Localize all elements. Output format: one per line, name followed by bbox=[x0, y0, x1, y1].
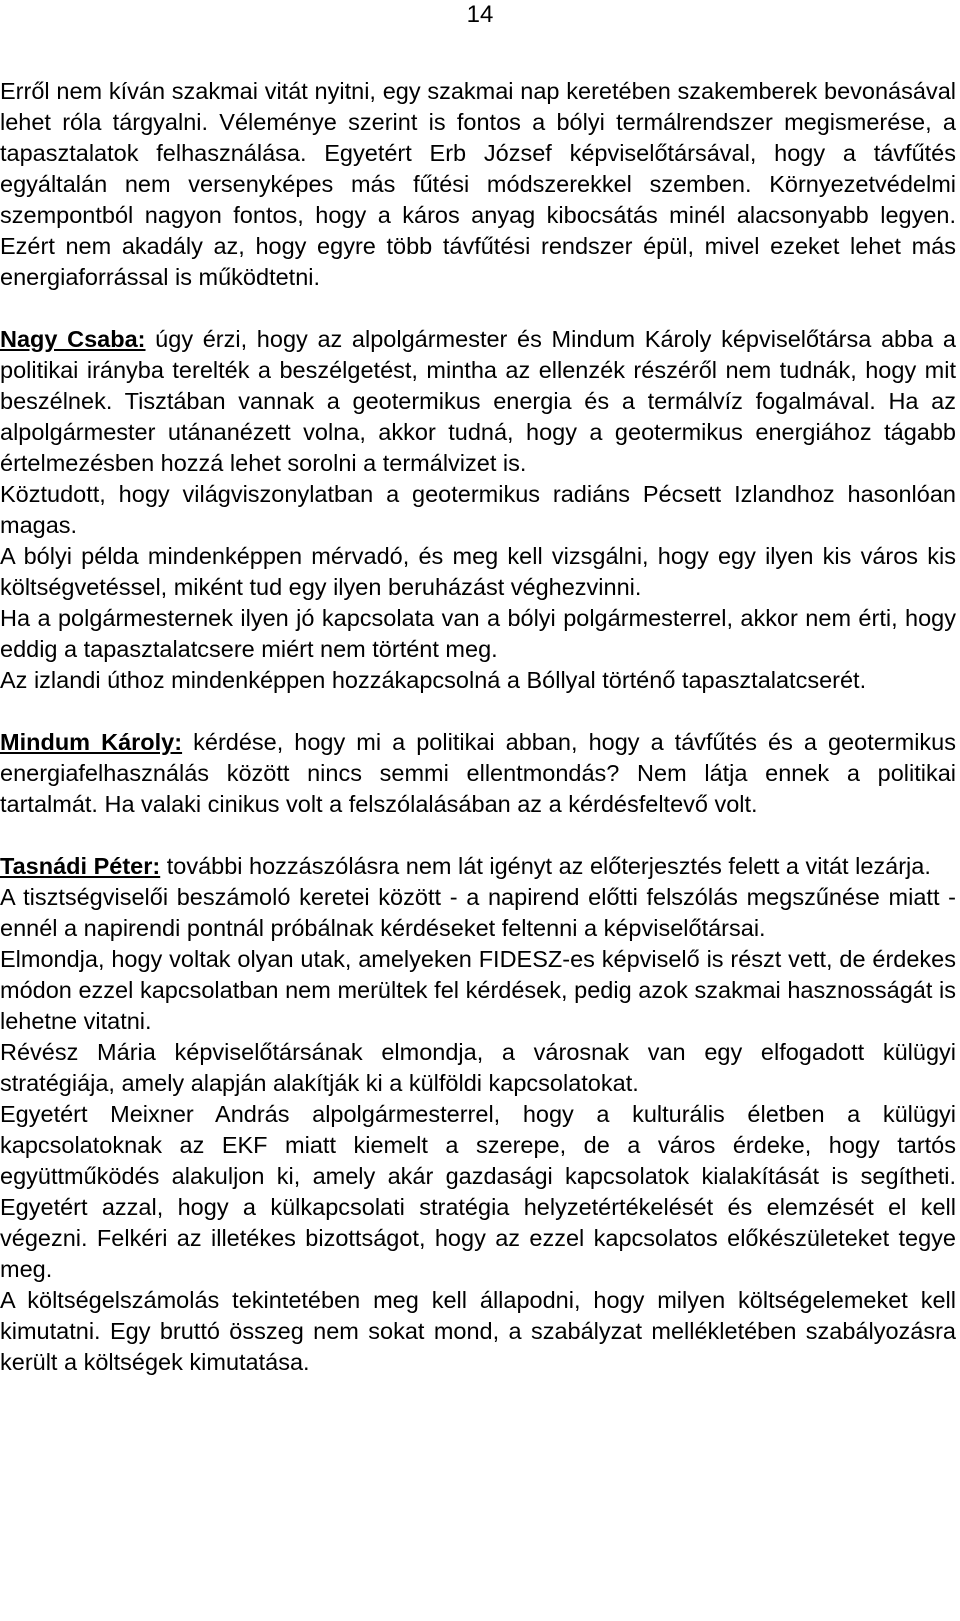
paragraph bbox=[0, 944, 956, 1037]
paragraph bbox=[0, 1285, 956, 1378]
speaker-paragraph bbox=[0, 324, 956, 479]
paragraph bbox=[0, 541, 956, 603]
document-body bbox=[0, 76, 956, 1378]
paragraph bbox=[0, 665, 956, 696]
paragraph-text: Az izlandi úthoz mindenképpen hozzákapcsolná a Bóllyal történő tapasztalatcserét. bbox=[0, 667, 867, 693]
paragraph bbox=[0, 603, 956, 665]
paragraph-gap bbox=[0, 820, 956, 851]
paragraph-text: kérdése, hogy mi a politikai abban, hogy a távfűtés és a geotermikus energiafelhasználás között nincs semmi ellentmondás? Nem látja ennek a politikai tartalmát. Ha valaki cinikus volt a felszólalásában az a kérdésfeltevő volt. bbox=[0, 729, 956, 817]
paragraph bbox=[0, 76, 956, 293]
paragraph bbox=[0, 882, 956, 944]
paragraph-text: A költségelszámolás tekintetében meg kell állapodni, hogy milyen költségelemeket kell kimutatni. Egy bruttó összeg nem sokat mond, a szabályzat mellékletében szabályozásra került a költségek kimutatása. bbox=[0, 1287, 956, 1375]
paragraph-text: Ha a polgármesternek ilyen jó kapcsolata van a bólyi polgármesterrel, akkor nem érti, hogy eddig a tapasztalatcsere miért nem történt meg. bbox=[0, 605, 956, 662]
speaker-paragraph bbox=[0, 851, 956, 882]
paragraph-text: A tisztségviselői beszámoló keretei között - a napirend előtti felszólás megszűnése miatt - ennél a napirendi pontnál próbálnak kérdéseket feltenni a képviselőtársai. bbox=[0, 884, 956, 941]
paragraph bbox=[0, 479, 956, 541]
paragraph-text: Erről nem kíván szakmai vitát nyitni, egy szakmai nap keretében szakemberek bevonásával lehet róla tárgyalni. Véleménye szerint is fontos a bólyi termálrendszer megismerése, a tapasztalatok felhasználása. Egyetért Erb József képviselőtársával, hogy a távfűtés egyáltalán nem versenyképes más fűtési módszerekkel szemben. Környezetvédelmi szempontból nagyon fontos, hogy a káros anyag kibocsátás minél alacsonyabb legyen. Ezért nem akadály az, hogy egyre több távfűtési rendszer épül, mivel ezeket lehet más energiaforrással is működtetni. bbox=[0, 78, 956, 290]
paragraph-gap bbox=[0, 696, 956, 727]
speaker-paragraph bbox=[0, 727, 956, 820]
paragraph-text: úgy érzi, hogy az alpolgármester és Mindum Károly képviselőtársa abba a politikai irányba terelték a beszélgetést, mintha az ellenzék részéről nem tudnák, hogy mit beszélnek. Tisztában vannak a geotermikus energia és a termálvíz fogalmával. Ha az alpolgármester utánanézett volna, akkor tudná, hogy a geotermikus energiához tágabb értelmezésben hozzá lehet sorolni a termálvizet is. bbox=[0, 326, 956, 476]
speaker-name: Mindum Károly: bbox=[0, 729, 183, 755]
paragraph-text: Egyetért Meixner András alpolgármesterrel, hogy a kulturális életben a külügyi kapcsolatoknak az EKF miatt kiemelt a szerepe, de a város érdeke, hogy tartós együttműködés alakuljon ki, amely akár gazdasági kapcsolatok kialakítását is segítheti. Egyetért azzal, hogy a külkapcsolati stratégia helyzetértékelését és elemzését el kell végezni. Felkéri az illetékes bizottságot, hogy az ezzel kapcsolatos előkészületeket tegye meg. bbox=[0, 1101, 956, 1282]
paragraph-gap bbox=[0, 293, 956, 324]
paragraph-text: Köztudott, hogy világviszonylatban a geotermikus radiáns Pécsett Izlandhoz hasonlóan magas. bbox=[0, 481, 956, 538]
speaker-name: Nagy Csaba: bbox=[0, 326, 146, 352]
page-number: 14 bbox=[466, 1, 494, 28]
paragraph bbox=[0, 1099, 956, 1285]
paragraph-text: A bólyi példa mindenképpen mérvadó, és meg kell vizsgálni, hogy egy ilyen kis város kis költségvetéssel, miként tud egy ilyen beruházást véghezvinni. bbox=[0, 543, 956, 600]
paragraph bbox=[0, 1037, 956, 1099]
paragraph-text: Elmondja, hogy voltak olyan utak, amelyeken FIDESZ-es képviselő is részt vett, de érdekes módon ezzel kapcsolatban nem merültek fel kérdések, pedig azok szakmai hasznosságát is lehetne vitatni. bbox=[0, 946, 956, 1034]
speaker-name: Tasnádi Péter: bbox=[0, 853, 161, 879]
paragraph-text: további hozzászólásra nem lát igényt az előterjesztés felett a vitát lezárja. bbox=[160, 853, 931, 879]
paragraph-text: Révész Mária képviselőtársának elmondja, a városnak van egy elfogadott külügyi stratégiája, amely alapján alakítják ki a külföldi kapcsolatokat. bbox=[0, 1039, 956, 1096]
